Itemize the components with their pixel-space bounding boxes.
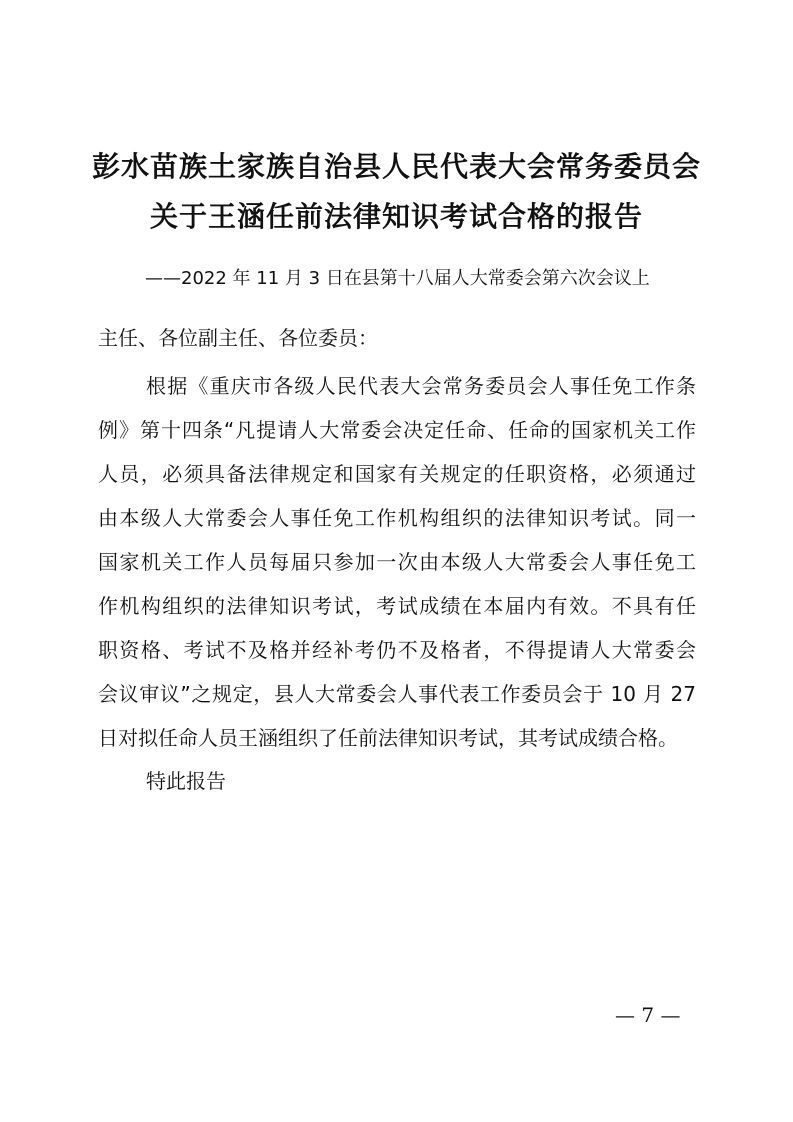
body-paragraph-line: 例》第十四条“凡提请人大常委会决定任命、任命的国家机关工作	[98, 418, 696, 442]
closing-remark: 特此报告	[146, 769, 226, 793]
body-paragraph-line: 日对拟任命人员王涵组织了任前法律知识考试，其考试成绩合格。	[98, 726, 678, 750]
body-paragraph-line: 根据《重庆市各级人民代表大会常务委员会人事任免工作条	[146, 374, 696, 398]
body-paragraph-line: 由本级人大常委会人事任免工作机构组织的法律知识考试。同一	[98, 506, 696, 530]
document-title-line-1: 彭水苗族土家族自治县人民代表大会常务委员会	[91, 150, 701, 183]
page-number: — 7 —	[615, 1003, 681, 1027]
body-paragraph-line: 作机构组织的法律知识考试，考试成绩在本届内有效。不具有任	[98, 594, 696, 618]
body-paragraph-line: 会议审议”之规定，县人大常委会人事代表工作委员会于 10 月 27	[98, 682, 696, 706]
body-paragraph-line: 国家机关工作人员每届只参加一次由本级人大常委会人事任免工	[98, 550, 696, 574]
document-title-line-2: 关于王涵任前法律知识考试合格的报告	[149, 200, 643, 233]
salutation: 主任、各位副主任、各位委员：	[98, 326, 378, 350]
document-subtitle: ——2022 年 11 月 3 日在县第十八届人大常委会第六次会议上	[145, 268, 650, 289]
body-paragraph-line: 人员，必须具备法律规定和国家有关规定的任职资格，必须通过	[98, 462, 696, 486]
body-paragraph-line: 职资格、考试不及格并经补考仍不及格者，不得提请人大常委会	[98, 638, 696, 662]
